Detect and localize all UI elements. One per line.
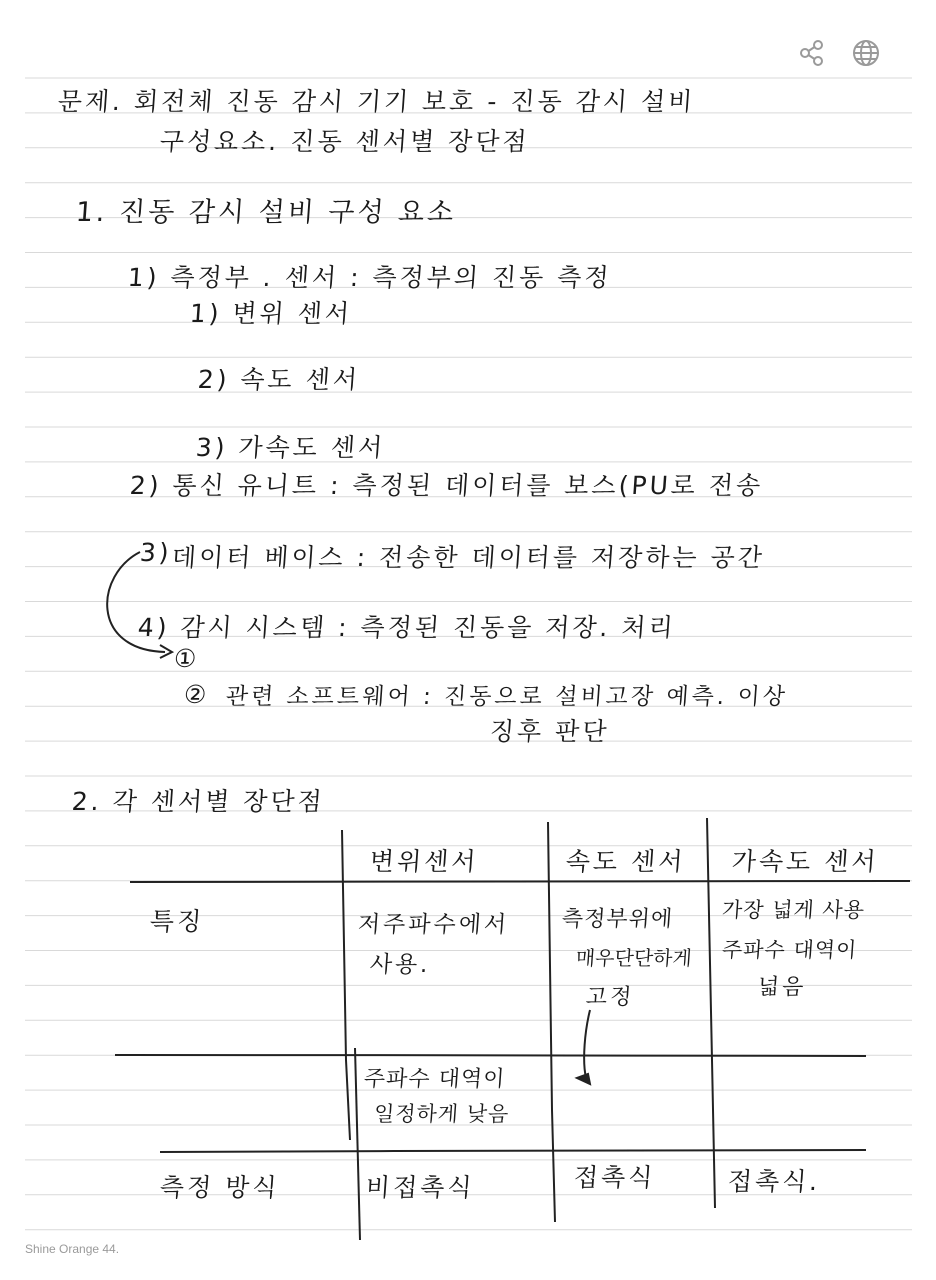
item2-communication: 2) 통신 유니트 : 측정된 데이터를 보스(PU로 전송 — [128, 471, 765, 500]
share-icon[interactable] — [797, 38, 827, 68]
cell-acceleration-feature-2: 주파수 대역이 — [721, 938, 859, 962]
cell-displacement-row2-2: 일정하게 낮음 — [373, 1102, 511, 1126]
cell-displacement-row2-1: 주파수 대역이 — [362, 1067, 507, 1092]
item3-database: 데이터 베이스 : 전송한 데이터를 저장하는 공간 — [170, 543, 766, 572]
sub1-displacement: 1) 변위 센서 — [188, 299, 354, 328]
globe-icon[interactable] — [851, 38, 881, 68]
sub2-velocity: 2) 속도 센서 — [196, 365, 362, 394]
cell-acceleration-feature-3: 넓음 — [756, 975, 808, 1000]
cell-velocity-feature-3: 고정 — [584, 985, 636, 1010]
cell-displacement-feature-1: 저주파수에서 — [356, 912, 511, 938]
sub3-acceleration: 3) 가속도 센서 — [194, 433, 387, 462]
table-col-acceleration: 가속도 센서 — [730, 847, 880, 876]
item3-number: 3) — [138, 538, 173, 567]
cell-velocity-feature-1: 측정부위에 — [560, 907, 674, 932]
question-line-1: 문제. 회전체 진동 감시 기기 보호 - 진동 감시 설비 — [56, 87, 697, 116]
item4-monitoring: 4) 감시 시스템 : 측정된 진동을 저장. 처리 — [136, 613, 677, 642]
section2-heading: 2. 각 센서별 장단점 — [70, 787, 326, 816]
cell-displacement-feature-2: 사용. — [368, 952, 432, 978]
circle-two: ② — [182, 680, 211, 709]
item4b-continued: 징후 판단 — [488, 717, 611, 746]
cell-acceleration-method: 접촉식. — [726, 1167, 822, 1196]
cell-velocity-method: 접촉식 — [572, 1163, 657, 1192]
item4b-software: 관련 소프트웨어 : 진동으로 설비고장 예측. 이상 — [224, 684, 789, 710]
table-row-features-label: 특징 — [148, 907, 206, 936]
table-col-displacement: 변위센서 — [368, 847, 480, 876]
cell-velocity-feature-2: 매우단단하게 — [575, 946, 693, 970]
question-line-2: 구성요소. 진동 센서별 장단점 — [158, 127, 531, 156]
section1-heading: 1. 진동 감시 설비 구성 요소 — [74, 197, 458, 228]
footer-brand: Shine Orange 44. — [25, 1242, 120, 1256]
item1-measurement: 1) 측정부 . 센서 : 측정부의 진동 측정 — [126, 263, 613, 292]
table-col-velocity: 속도 센서 — [564, 847, 687, 876]
cell-displacement-method: 비접촉식 — [364, 1173, 476, 1202]
table-row-method-label: 측정 방식 — [158, 1173, 281, 1202]
circle-one: ① — [172, 644, 201, 673]
cell-acceleration-feature-1: 가장 넓게 사용 — [721, 898, 866, 922]
